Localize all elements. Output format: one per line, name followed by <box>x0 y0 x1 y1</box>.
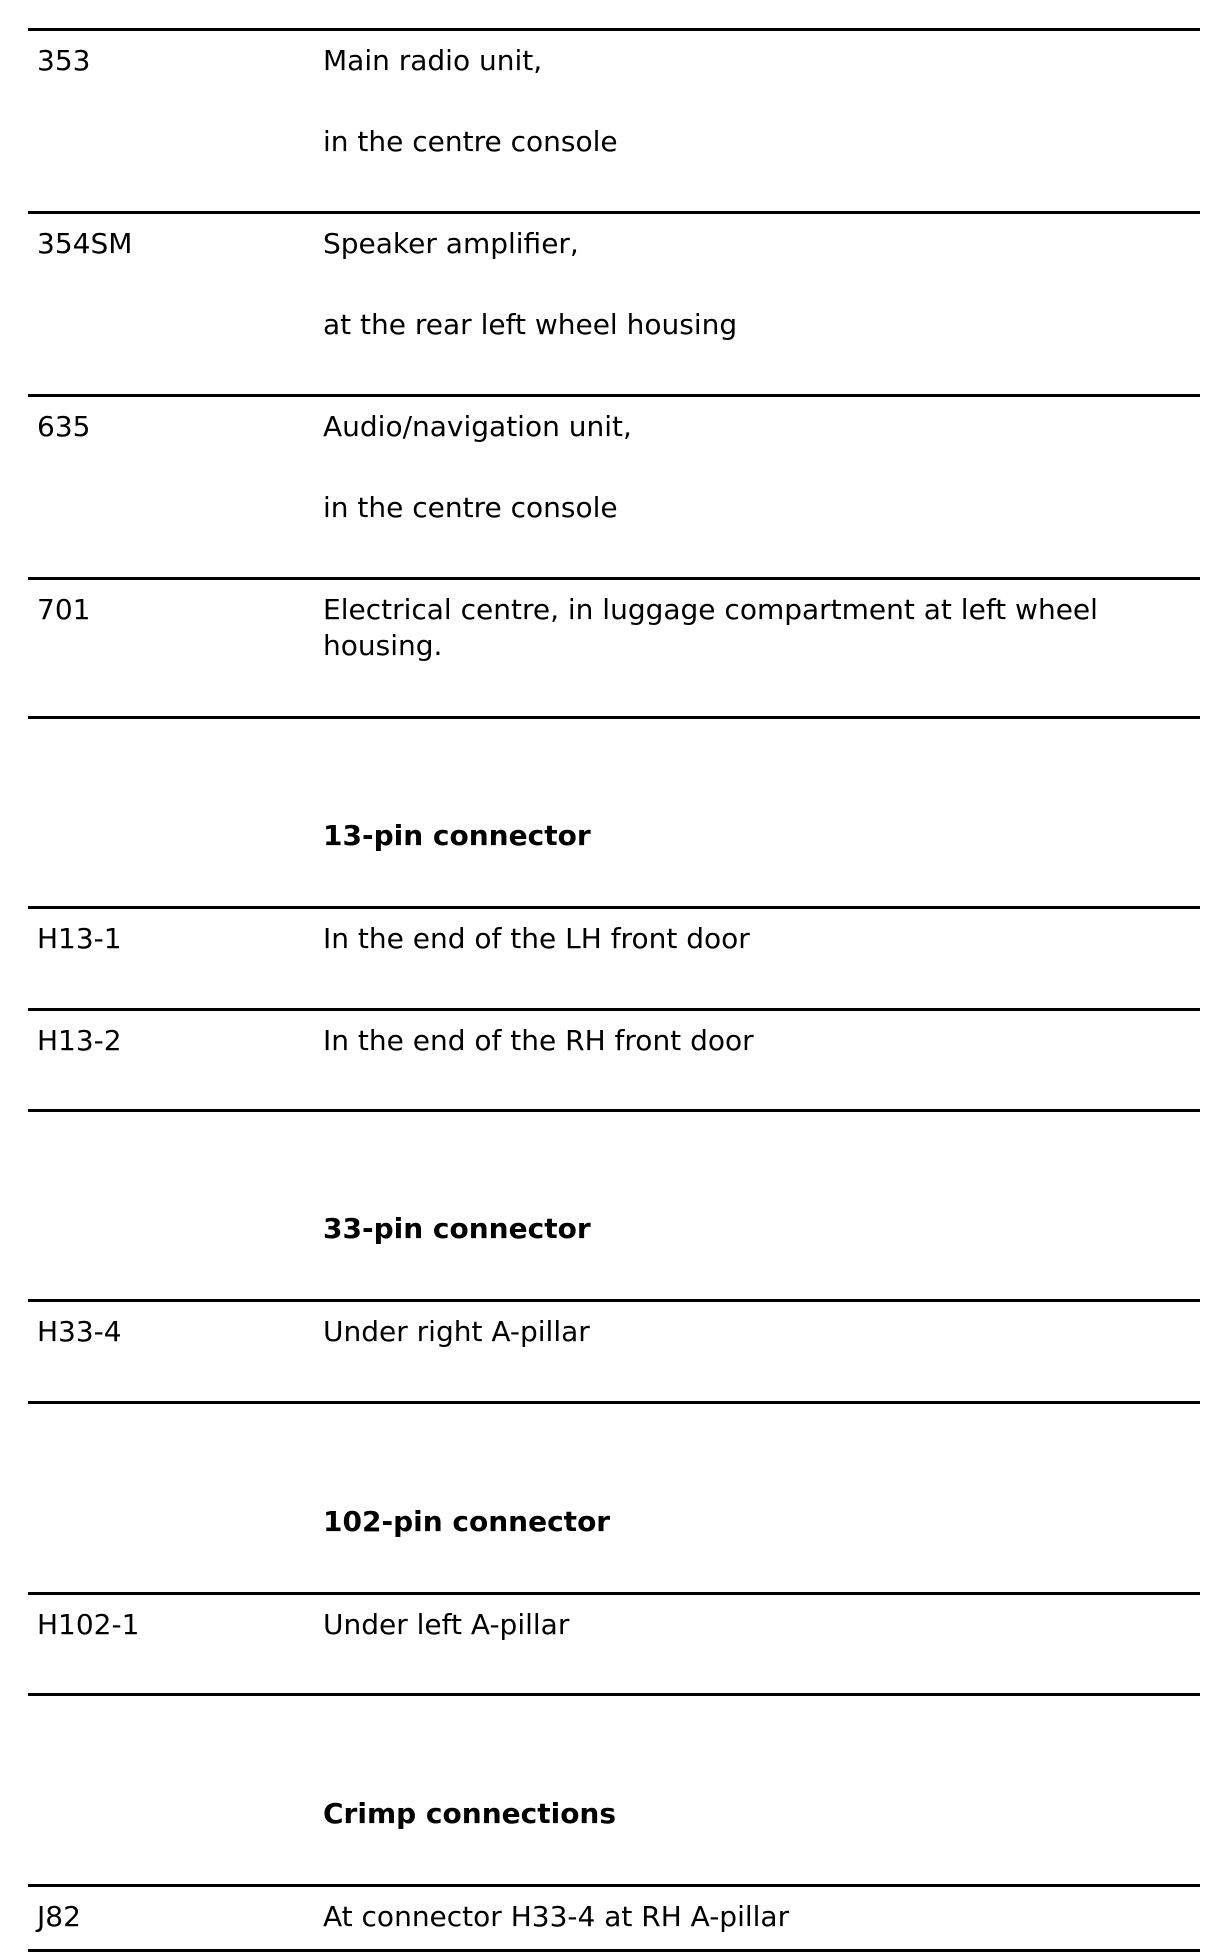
connector-location: Under left A-pillar <box>323 1608 570 1641</box>
table-rule <box>28 577 1200 580</box>
component-description <box>323 409 1183 526</box>
table-rule <box>28 716 1200 719</box>
component-description <box>323 226 1183 343</box>
connector-code: H102-1 <box>37 1608 140 1641</box>
table-rule <box>28 1401 1200 1404</box>
section-heading: 33-pin connector <box>323 1212 591 1245</box>
description-line: Electrical centre, in luggage compartment at left wheel housing. <box>323 593 1098 662</box>
table-rule <box>28 28 1200 31</box>
description-line: at the rear left wheel housing <box>323 308 738 341</box>
description-line: in the centre console <box>323 125 618 158</box>
component-code: 353 <box>37 44 91 77</box>
component-description <box>323 592 1183 664</box>
section-heading: Crimp connections <box>323 1797 617 1830</box>
table-rule <box>28 1008 1200 1011</box>
table-rule <box>28 1299 1200 1302</box>
description-line: Audio/navigation unit, <box>323 410 632 443</box>
description-line: in the centre console <box>323 491 618 524</box>
table-rule <box>28 211 1200 214</box>
section-heading: 13-pin connector <box>323 819 591 852</box>
table-rule <box>28 394 1200 397</box>
connector-code: H13-1 <box>37 922 122 955</box>
connector-location: In the end of the RH front door <box>323 1024 754 1057</box>
table-rule <box>28 1884 1200 1887</box>
table-rule <box>28 1949 1200 1952</box>
component-code: 354SM <box>37 227 133 260</box>
table-rule <box>28 1592 1200 1595</box>
table-rule <box>28 906 1200 909</box>
table-rule <box>28 1693 1200 1696</box>
component-code: 701 <box>37 593 91 626</box>
component-description <box>323 43 1183 160</box>
connector-location: At connector H33-4 at RH A-pillar <box>323 1900 790 1933</box>
component-code: 635 <box>37 410 91 443</box>
description-line: Main radio unit, <box>323 44 543 77</box>
connector-code: H13-2 <box>37 1024 122 1057</box>
connector-code: J82 <box>37 1900 81 1933</box>
connector-location: Under right A-pillar <box>323 1315 590 1348</box>
connector-location: In the end of the LH front door <box>323 922 750 955</box>
description-line: Speaker amplifier, <box>323 227 579 260</box>
connector-code: H33-4 <box>37 1315 122 1348</box>
section-heading: 102-pin connector <box>323 1505 611 1538</box>
table-rule <box>28 1109 1200 1112</box>
